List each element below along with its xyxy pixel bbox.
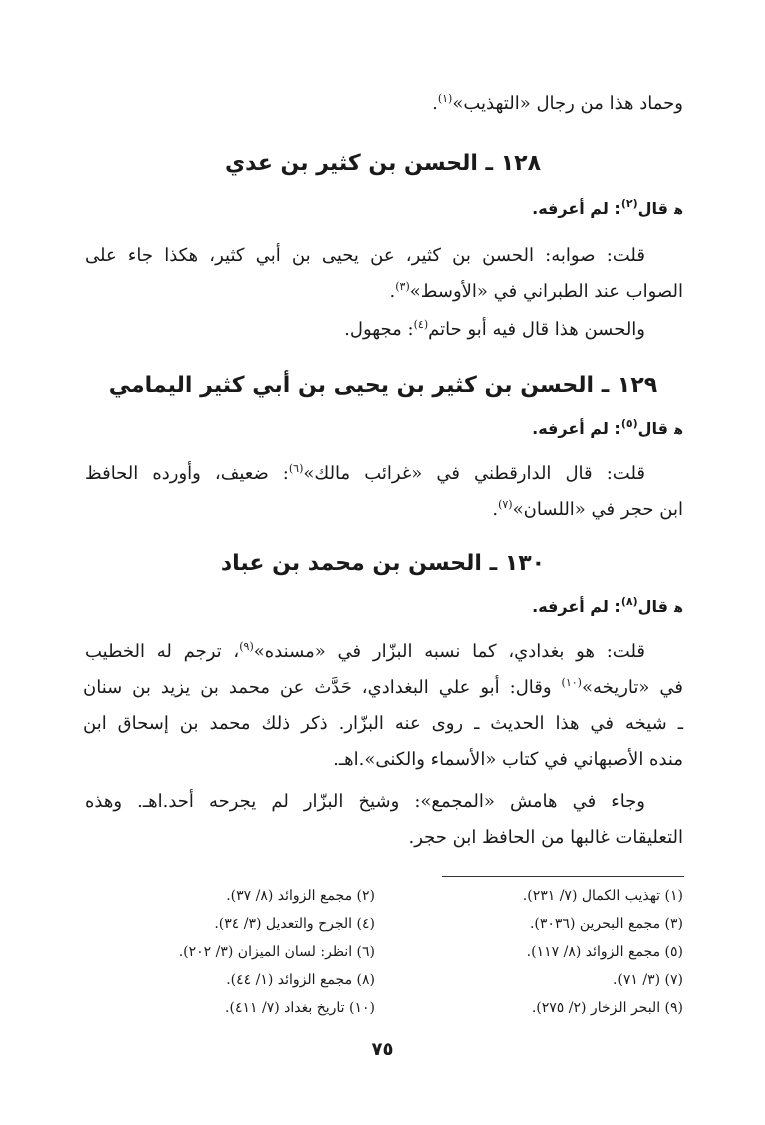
entry-heading-130: ١٣٠ ـ الحسن بن محمد بن عباد xyxy=(220,551,546,576)
statement-marker-icon: ﻫ xyxy=(673,203,683,218)
footnote: (١) تهذيب الكمال (٧/ ٢٣١). xyxy=(522,888,683,904)
footnote: (٢) مجمع الزوائد (٨/ ٣٧). xyxy=(226,888,375,904)
entry-heading-128: ١٢٨ ـ الحسن بن كثير بن عدي xyxy=(224,151,542,176)
paragraph-line: ـ شيخه في هذا الحديث ـ روى عنه البزّار. ذكر ذلك محمد بن إسحاق ابن xyxy=(83,713,683,734)
footnote: (١٠) تاريخ بغداد (٧/ ٤١١). xyxy=(225,1000,375,1016)
statement-line-129: ﻫقال$^{(٥)}$: لم أعرفه. xyxy=(532,417,683,438)
paragraph-line: في «تاريخه»$^{(١٠)}$ وقال: أبو علي البغدادي، حَدَّث عن محمد بن يزيد بن سنان xyxy=(83,676,683,698)
paragraph-line: قلت: صوابه: الحسن بن كثير، عن يحيى بن أبي كثير، هكذا جاء على xyxy=(85,245,645,266)
paragraph-line: وجاء في هامش «المجمع»: وشيخ البزّار لم يجرحه أحد.اهـ. وهذه xyxy=(85,791,645,812)
footnote: (٧) (٣/ ٧١). xyxy=(612,972,683,988)
page-number: ٧٥ xyxy=(371,1039,394,1060)
statement-marker-icon: ﻫ xyxy=(673,601,683,616)
paragraph-line: والحسن هذا قال فيه أبو حاتم$^{(٤)}$: مجهول. xyxy=(344,318,645,340)
statement-line-128: ﻫقال$^{(٢)}$: لم أعرفه. xyxy=(532,197,683,218)
footnote: (٣) مجمع البحرين (٣٠٣٦). xyxy=(529,916,683,932)
statement-marker-icon: ﻫ xyxy=(673,423,683,438)
entry-heading-129: ١٢٩ ـ الحسن بن كثير بن يحيى بن أبي كثير اليمامي xyxy=(108,373,658,398)
intro-line: وحماد هذا من رجال «التهذيب»$^{(١)}$. xyxy=(432,92,683,114)
paragraph-line: منده الأصبهاني في كتاب «الأسماء والكنى».اهـ. xyxy=(333,749,683,770)
footnote: (٦) انظر: لسان الميزان (٣/ ٢٠٢). xyxy=(178,944,375,960)
paragraph-line: قلت: قال الدارقطني في «غرائب مالك»$^{(٦)}$: ضعيف، وأورده الحافظ xyxy=(85,462,646,484)
paragraph-line: التعليقات غالبها من الحافظ ابن حجر. xyxy=(408,827,683,848)
footnote: (٥) مجمع الزوائد (٨/ ١١٧). xyxy=(526,944,683,960)
footnote: (٤) الجرح والتعديل (٣/ ٣٤). xyxy=(214,916,375,932)
paragraph-line: الصواب عند الطبراني في «الأوسط»$^{(٣)}$. xyxy=(389,280,683,302)
statement-line-130: ﻫقال$^{(٨)}$: لم أعرفه. xyxy=(532,595,683,616)
footnote-divider xyxy=(442,876,684,877)
paragraph-line: ابن حجر في «اللسان»$^{(٧)}$. xyxy=(492,498,683,520)
paragraph-line: قلت: هو بغدادي، كما نسبه البزّار في «مسنده»$^{(٩)}$، ترجم له الخطيب xyxy=(85,640,646,662)
footnote: (٨) مجمع الزوائد (١/ ٤٤). xyxy=(226,972,375,988)
footnote: (٩) البحر الزخار (٢/ ٢٧٥). xyxy=(531,1000,683,1016)
